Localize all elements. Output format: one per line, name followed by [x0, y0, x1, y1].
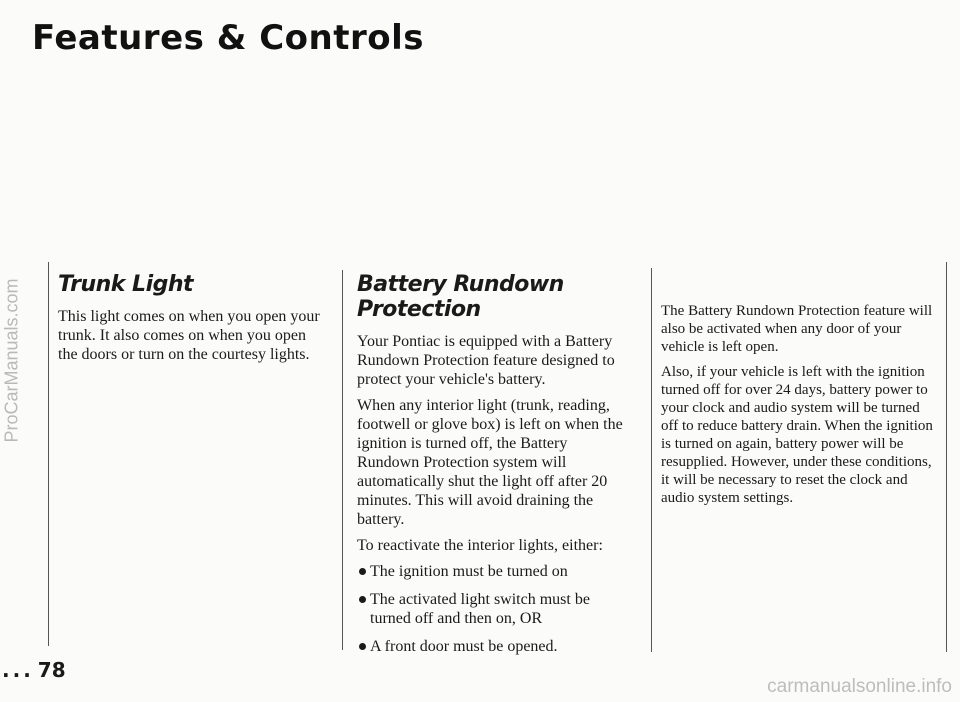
column-rule-middle	[342, 270, 343, 650]
column-rule-left	[48, 262, 49, 646]
reactivate-bullet-list	[357, 562, 633, 656]
battery-paragraph-2: When any interior light (trunk, reading, footwell or glove box) is left on when the ignition is turned off, the Battery Rundown Protection system will automatically shut the light off after 20 minutes. This will avoid draining the battery.	[357, 397, 623, 528]
page-header-title: Features & Controls	[32, 18, 424, 58]
column-rule-right	[651, 268, 652, 652]
bullet-item: A front door must be opened.	[357, 637, 633, 656]
side-watermark	[2, 120, 22, 600]
trunk-light-section	[58, 272, 320, 371]
battery-rundown-continued-section	[661, 302, 939, 514]
page-edge-rule	[946, 262, 947, 652]
page-number	[2, 658, 66, 682]
battery-continued-paragraph-2: Also, if your vehicle is left with the ignition turned off for over 24 days, battery power to your clock and audio system will be turned off to reduce battery drain. When the ignition is turned on again, battery power will be resupplied. However, under these conditions, it will be necessary to reset the clock and audio system settings.	[661, 364, 933, 506]
battery-paragraph-1: Your Pontiac is equipped with a Battery Rundown Protection feature designed to protect your vehicle's battery.	[357, 333, 615, 388]
bullet-item: The activated light switch must be turned off and then on, OR	[357, 590, 633, 628]
side-watermark-text: ProCarManuals.com	[1, 277, 22, 443]
battery-rundown-section	[357, 272, 633, 665]
trunk-light-heading: Trunk Light	[58, 272, 194, 297]
battery-continued-paragraph-1: The Battery Rundown Protection feature will also be activated when any door of your vehicle is left open.	[661, 303, 933, 355]
bullet-item: The ignition must be turned on	[357, 562, 633, 581]
page-number-value: 78	[37, 658, 66, 682]
footer-watermark: carmanualsonline.info	[767, 676, 952, 697]
trunk-light-paragraph: This light comes on when you open your trunk. It also comes on when you open the doors or turn on the courtesy lights.	[58, 308, 320, 363]
battery-rundown-heading: Battery Rundown Protection	[357, 272, 564, 322]
page-number-dots: ...	[2, 658, 34, 682]
battery-paragraph-3: To reactivate the interior lights, either:	[357, 537, 603, 554]
